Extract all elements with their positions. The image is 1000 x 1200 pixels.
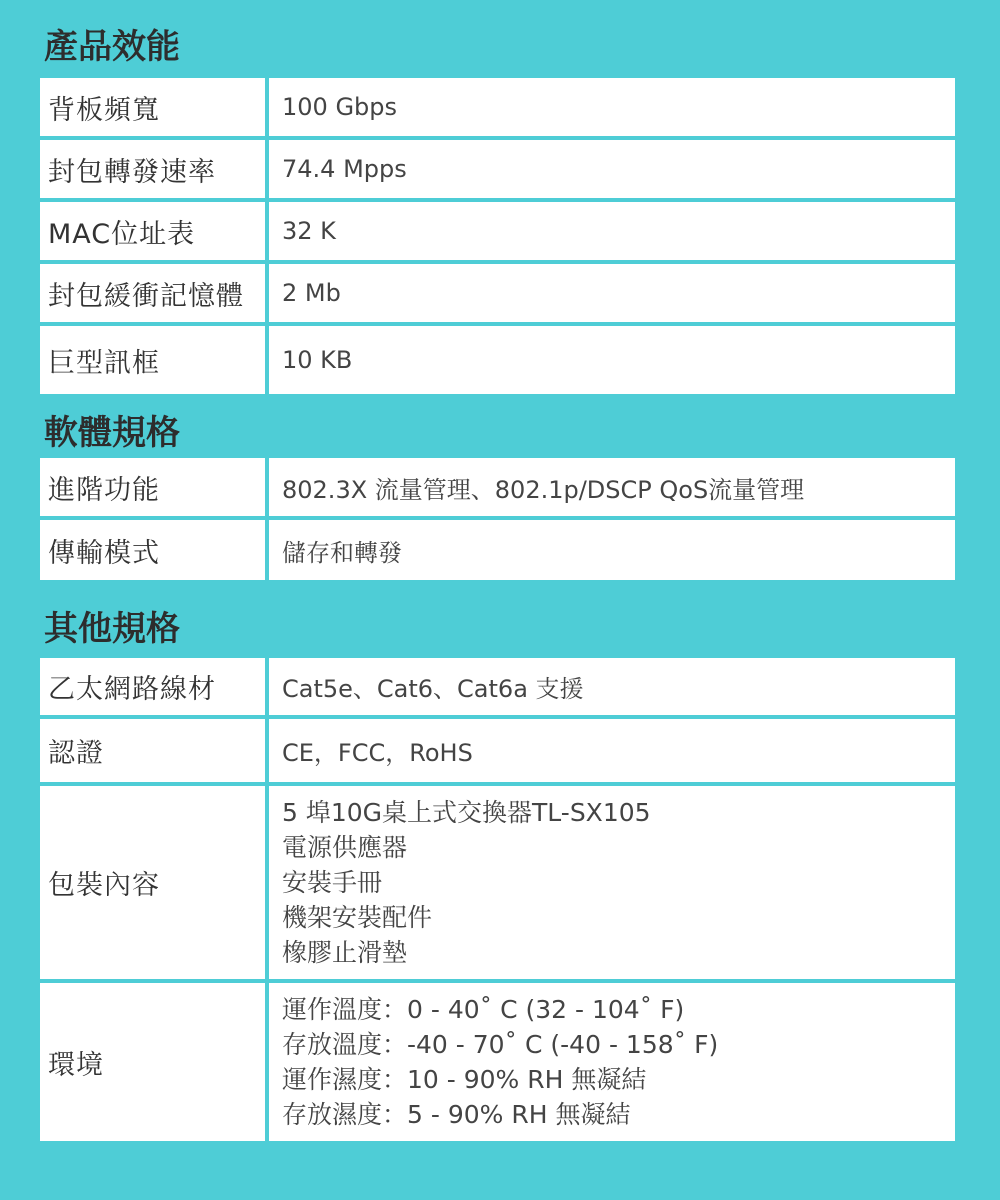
- environment-item: 存放濕度：5 - 90% RH 無凝結: [282, 1100, 631, 1129]
- table-row: [40, 458, 955, 516]
- row-label: 封包轉發速率: [40, 140, 265, 198]
- table-row: [40, 326, 955, 394]
- table-row: [40, 520, 955, 580]
- package-item: 電源供應器: [282, 833, 408, 862]
- table-row: [40, 140, 955, 198]
- row-value: 10 KB: [269, 326, 955, 394]
- row-value: 儲存和轉發: [269, 520, 955, 580]
- row-label: 封包緩衝記憶體: [40, 264, 265, 322]
- row-label: 乙太網路線材: [40, 658, 265, 715]
- performance-table: [40, 78, 955, 398]
- table-row: [40, 264, 955, 322]
- section-title-performance: 產品效能: [44, 27, 180, 67]
- row-label: 包裝內容: [40, 786, 265, 979]
- row-value: 100 Gbps: [269, 78, 955, 136]
- row-value: 32 K: [269, 202, 955, 260]
- environment-item: 存放溫度：-40 - 70˚ C (-40 - 158˚ F): [282, 1030, 719, 1059]
- environment-item: 運作溫度：0 - 40˚ C (32 - 104˚ F): [282, 995, 685, 1024]
- row-value: [269, 983, 955, 1141]
- table-row: [40, 983, 955, 1141]
- other-table: [40, 658, 955, 1145]
- row-label: 環境: [40, 983, 265, 1141]
- row-value: Cat5e、Cat6、Cat6a 支援: [269, 658, 955, 715]
- table-row: [40, 786, 955, 979]
- package-item: 橡膠止滑墊: [282, 938, 408, 967]
- row-value: 74.4 Mpps: [269, 140, 955, 198]
- row-label: 進階功能: [40, 458, 265, 516]
- table-row: [40, 719, 955, 782]
- row-value: [269, 786, 955, 979]
- row-label: MAC位址表: [40, 202, 265, 260]
- row-label: 認證: [40, 719, 265, 782]
- table-row: [40, 78, 955, 136]
- row-value: CE，FCC，RoHS: [269, 719, 955, 782]
- table-row: [40, 202, 955, 260]
- software-table: [40, 458, 955, 584]
- package-item: 機架安裝配件: [282, 903, 433, 932]
- row-label: 巨型訊框: [40, 326, 265, 394]
- section-title-software: 軟體規格: [44, 413, 180, 453]
- row-label: 傳輸模式: [40, 520, 265, 580]
- row-value: 2 Mb: [269, 264, 955, 322]
- environment-item: 運作濕度：10 - 90% RH 無凝結: [282, 1065, 647, 1094]
- package-item: 安裝手冊: [282, 868, 383, 897]
- row-label: 背板頻寬: [40, 78, 265, 136]
- row-value: 802.3X 流量管理、802.1p/DSCP QoS流量管理: [269, 458, 955, 516]
- section-title-other: 其他規格: [44, 609, 180, 649]
- package-item: 5 埠10G桌上式交換器TL-SX105: [282, 798, 651, 827]
- table-row: [40, 658, 955, 715]
